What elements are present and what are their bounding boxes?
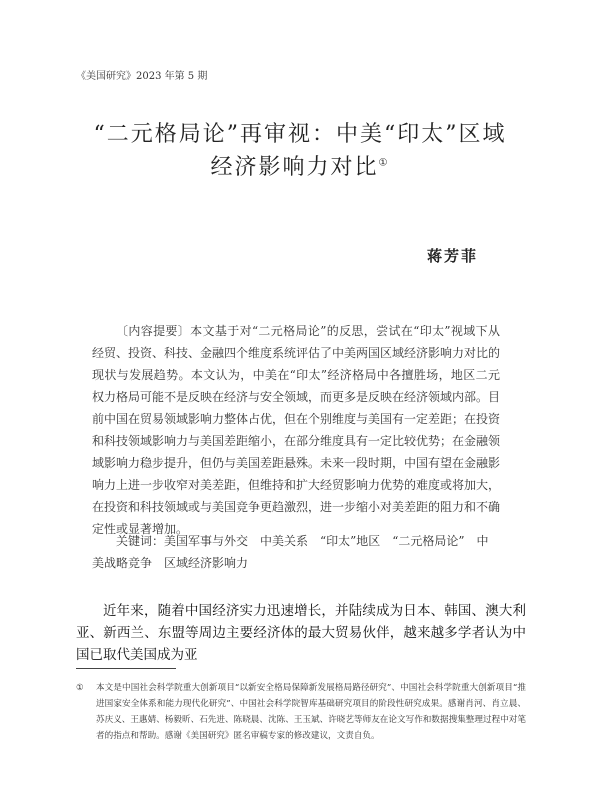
keywords: 关键词：美国军事与外交 中美关系 “印太”地区 “二元格局论” 中美战略竞争 区域经济影响力 xyxy=(92,534,489,570)
article-title-line-1: “二元格局论”再审视：中美“印太”区域 xyxy=(93,122,507,147)
journal-header: 《美国研究》2023 年第 5 期 xyxy=(76,71,208,82)
article-title-text: 经济影响力对比 xyxy=(210,155,379,180)
body-text xyxy=(76,600,526,666)
article-title-line-2 xyxy=(0,150,600,181)
footnote-text: 本文是中国社会科学院重大创新项目“以新安全格局保障新发展格局路径研究”、中国社会科学院重大创新项目“推进国家安全体系和能力现代化研究”、中国社会科学院智库基础研究项目的阶段性研究成果。感谢肖河、肖立晨、苏庆义、王惠婧、杨毅昕、石先进、陈晓晨、沈陈、王玉斌、许晓艺等师友在论文写作和数据搜集整理过程中对笔者的指点和帮助。感谢《美国研究》匿名审稿专家的修改建议，文责自负。 xyxy=(96,683,526,741)
title-footnote-marker[interactable]: ① xyxy=(378,157,390,169)
body-paragraph: 近年来，随着中国经济实力迅速增长，并陆续成为日本、韩国、澳大利亚、新西兰、东盟等周边主要经济体的最大贸易伙伴，越来越多学者认为中国已取代美国成为亚 xyxy=(76,603,526,663)
footnote-marker: ① xyxy=(76,683,84,693)
footnote-divider xyxy=(76,668,176,669)
author-name: 蒋芳菲 xyxy=(427,247,479,265)
footnote xyxy=(76,680,526,744)
abstract-text: 〔内容提要〕本文基于对“二元格局论”的反思，尝试在“印太”视域下从经贸、投资、科技、金融四个维度系统评估了中美两国区域经济影响力对比的现状与发展趋势。本文认为，中美在“印太”经济格局中各擅胜场，地区二元权力格局可能不是反映在经济与安全领域，而更多是反映在经济领域内部。目前中国在贸易领域影响力整体占优，但在个别维度与美国有一定差距；在投资和科技领域影响力与美国差距缩小，在部分维度具有一定比较优势；在金融领域影响力稳步提升，但仍与美国差距悬殊。未来一段时期，中国有望在金融影响力上进一步收窄对美差距，但维持和扩大经贸影响力优势的难度或将加大，在投资和科技领域或与美国竞争更趋激烈，进一步缩小对美差距的阻力和不确定性或显著增加。 xyxy=(92,324,501,536)
abstract-block xyxy=(92,320,500,540)
